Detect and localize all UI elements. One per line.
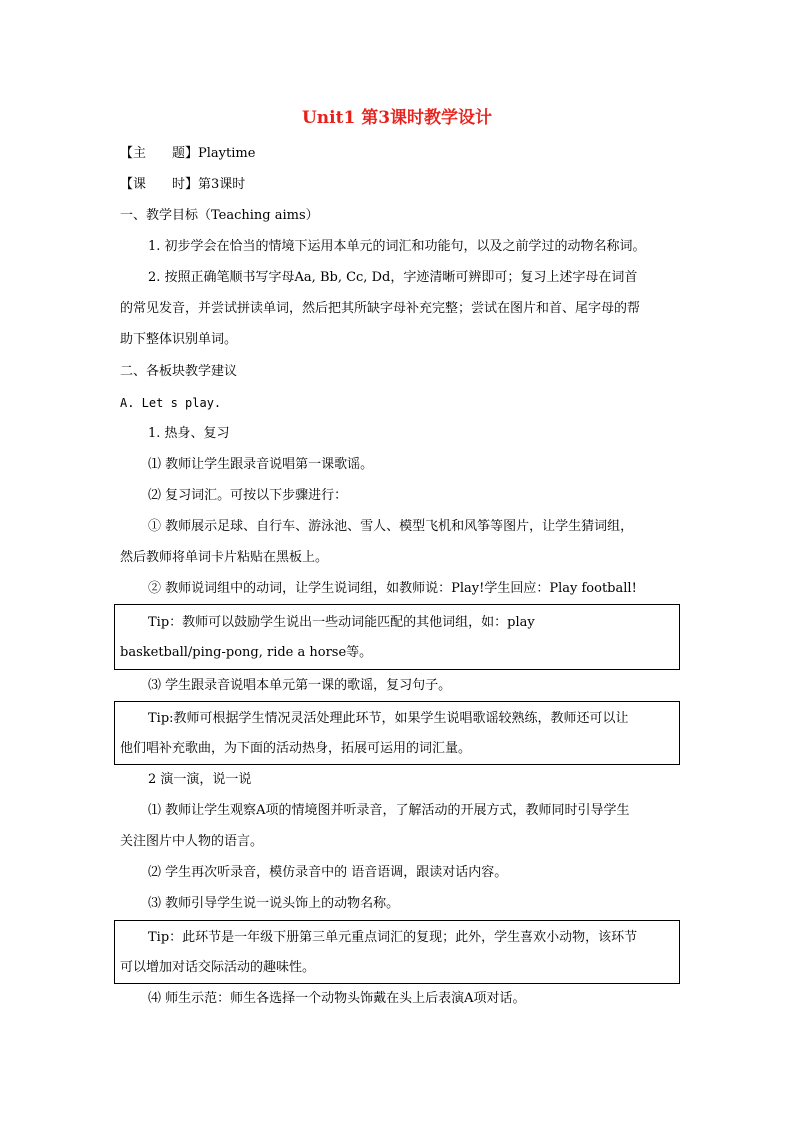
step-2-item-1-line-1: ⑴ 教师让学生观察A项的情境图并听录音，了解活动的开展方式，教师同时引导学生 — [148, 803, 630, 818]
tip-3-line-1: Tip：此环节是一年级下册第三单元重点词汇的复现；此外，学生喜欢小动物，该环节 — [148, 930, 638, 945]
step-2-item-4: ⑷ 师生示范：师生各选择一个动物头饰戴在头上后表演A项对话。 — [148, 991, 526, 1006]
step-1-heading: 1. 热身、复习 — [148, 426, 230, 441]
meta-topic: 【主 题】Playtime — [120, 146, 256, 161]
step-1-item-2b: ② 教师说词组中的动词，让学生说词组，如教师说：Play!学生回应：Play football! — [148, 581, 637, 596]
tip-2-line-2: 他们唱补充歌曲，为下面的活动热身，拓展可运用的词汇量。 — [120, 741, 472, 756]
part-a-heading: A. Let s play. — [120, 396, 222, 410]
tip-box-3 — [114, 920, 680, 984]
tip-1-line-1: Tip：教师可以鼓励学生说出一些动词能匹配的其他词组，如：play — [148, 615, 535, 630]
tip-1-line-2: basketball/ping-pong, ride a horse等。 — [120, 645, 373, 660]
tip-box-2 — [114, 701, 680, 765]
step-1-item-2: ⑵ 复习词汇。可按以下步骤进行： — [148, 488, 348, 503]
aim-item-1: 1. 初步学会在恰当的情境下运用本单元的词汇和功能句，以及之前学过的动物名称词。 — [148, 239, 646, 254]
step-2-item-2: ⑵ 学生再次听录音，模仿录音中的 语音语调，跟读对话内容。 — [148, 865, 508, 880]
step-1-item-1: ⑴ 教师让学生跟录音说唱第一课歌谣。 — [148, 457, 374, 472]
section-heading-aims: 一、教学目标（Teaching aims） — [120, 208, 319, 223]
step-2-heading: 2 演一演，说一说 — [148, 772, 252, 787]
step-1-item-2a-line-2: 然后教师将单词卡片粘贴在黑板上。 — [120, 550, 329, 565]
aim-item-2-line-2: 的常见发音，并尝试拼读单词，然后把其所缺字母补充完整；尝试在图片和首、尾字母的帮 — [120, 301, 641, 316]
page-title: Unit1 第3课时教学设计 — [301, 108, 493, 128]
step-2-item-1-line-2: 关注图片中人物的语言。 — [120, 834, 264, 849]
step-1-item-2a-line-1: ① 教师展示足球、自行车、游泳池、雪人、模型飞机和风筝等图片，让学生猜词组， — [148, 519, 634, 534]
section-heading-suggestions: 二、各板块教学建议 — [120, 364, 238, 379]
tip-box-1 — [114, 604, 680, 670]
step-2-item-3: ⑶ 教师引导学生说一说头饰上的动物名称。 — [148, 896, 400, 911]
step-1-item-3: ⑶ 学生跟录音说唱本单元第一课的歌谣，复习句子。 — [148, 678, 452, 693]
aim-item-2-line-3: 助下整体识别单词。 — [120, 332, 238, 347]
aim-item-2-line-1: 2. 按照正确笔顺书写字母Aa, Bb, Cc, Dd，字迹清晰可辨即可；复习上述字母在词首 — [148, 270, 638, 285]
meta-period: 【课 时】第3课时 — [120, 177, 246, 192]
tip-2-line-1: Tip:教师可根据学生情况灵活处理此环节，如果学生说唱歌谣较熟练，教师还可以让 — [148, 711, 629, 726]
tip-3-line-2: 可以增加对话交际活动的趣味性。 — [120, 960, 316, 975]
